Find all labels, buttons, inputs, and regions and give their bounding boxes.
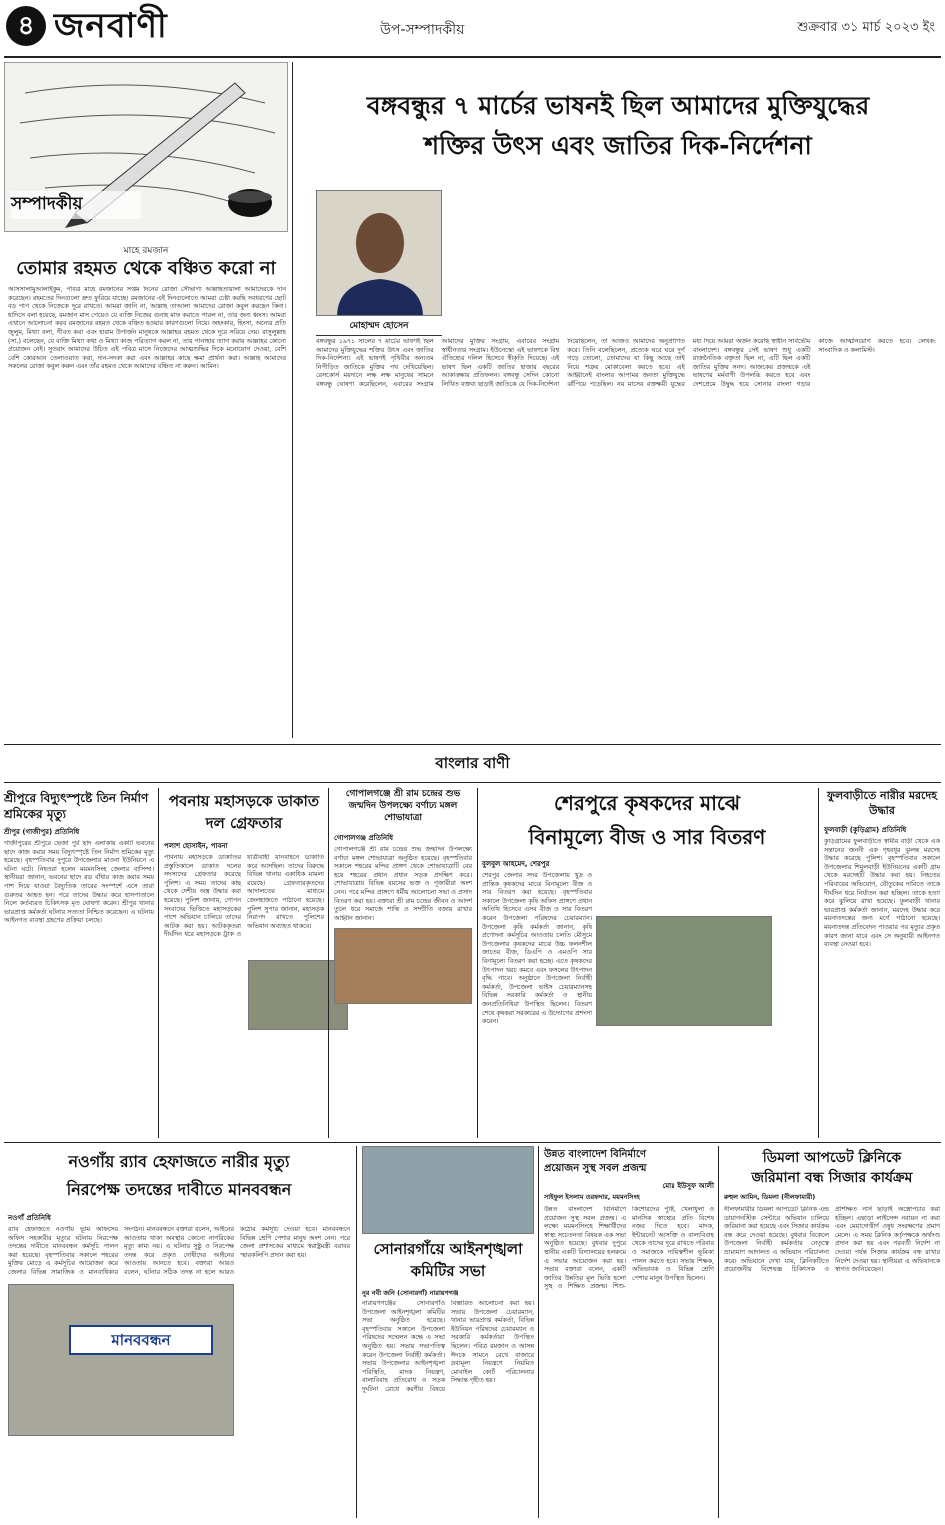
masthead-rule xyxy=(4,56,941,58)
news-naogaon-headline-line1: নওগাঁয় র‌্যাব হেফাজতে নারীর মৃত্যু xyxy=(68,1152,290,1171)
author-photo xyxy=(316,190,442,316)
news-sonargaon-photo xyxy=(362,1146,534,1234)
news-naogaon-headline-line2: নিরপেক্ষ তদন্তের দাবীতে মানববন্ধন xyxy=(66,1180,292,1199)
news-sonargaon-byline: নুর নবী জনি (সোনারগাঁ) নারায়ণগঞ্জ xyxy=(362,1289,459,1297)
news-sonargaon-headline xyxy=(362,1238,534,1282)
section-banner: বাংলার বাণী xyxy=(435,754,510,772)
news-gopalganj-byline: গোপালগঞ্জ প্রতিনিধি xyxy=(334,834,394,842)
editorial-headline: তোমার রহমত থেকে বঞ্চিত করো না xyxy=(16,258,276,279)
banner-rule-top xyxy=(4,744,941,745)
news-sonargaon-headline-line2: কমিটির সভা xyxy=(410,1262,486,1280)
news-sherpur-headline-line1: শেরপুরে কৃষকদের মাঝে xyxy=(553,791,741,815)
news-dimla-headline xyxy=(724,1148,940,1188)
news-sonargaon-body: নারায়ণগঞ্জের সোনারগাঁও উপজেলা আইনশৃঙ্খলা কমিটির সভা অনুষ্ঠিত হয়েছে। বৃহস্পতিবার সকালে উপজেলা পরিষদের সম্মেলন কক্ষে এ সভা অনুষ্ঠিত হয়। সভায় সভাপতিত্ব করেন উপজেলা নির্বাহী কর্মকর্তা। সভায় উপজেলার আইনশৃঙ্খলা পরিস্থিতি, মাদক নিয়ন্ত্রণ, বাল্যবিবাহ প্রতিরোধ ও সড়ক দুর্ঘটনা রোধে করণীয় বিষয়ে বিস্তারিত আলোচনা করা হয়। সভায় উপজেলা চেয়ারম্যান, থানার ভারপ্রাপ্ত কর্মকর্তা, বিভিন্ন ইউনিয়ন পরিষদের চেয়ারম্যান ও সরকারি কর্মকর্তারা উপস্থিত ছিলেন। পবিত্র রমজান ও আসন্ন ঈদকে সামনে রেখে বাজারে দ্রব্যমূল্য নিয়ন্ত্রণে নিয়মিত মোবাইল কোর্ট পরিচালনার সিদ্ধান্ত গৃহীত হয়। xyxy=(362,1300,534,1393)
news-naogaon-body-cont2 xyxy=(8,1440,234,1518)
news-gopalganj-body-cont xyxy=(334,1008,472,1136)
opinion-headline-line2: শক্তির উৎস এবং জাতির দিক-নির্দেশনা xyxy=(424,131,812,160)
column-divider xyxy=(292,62,293,738)
news-fulbari-byline: ফুলবাড়ী (কুড়িগ্রাম) প্রতিনিধি xyxy=(824,826,907,834)
editorial-label: সম্পাদকীয় xyxy=(11,191,141,219)
editorial-body: আসসালামুআলাইকুম, পবিত্র মাহে রমজানের সপ্তম দিনের রোজা সৌভাগ্য আল্লাহতায়ালা আমাদেরকে দান করেছেন। রহমতের দিনগুলো দ্রুত ফুরিয়ে যাচ্ছে। রমজানের এই দিনগুলোতে আমরা চেষ্টা করছি সবধরণের ছোট বড় পাপ থেকে নিজেকে দূরে রাখতে। আমরা জানি না, আল্লাহ তাআলা আমাদের রোজা কবুল করছেন কিনা। হাদিসে বলা হয়েছে, রমজান মাস পেয়েও যে ব্যক্তি নিজের গুনাহ মাফ করাতে পারল না, তার জন্য ধ্বংস। আমরা এখানে আলোচনা করব রমজানের রহমত থেকে বঞ্চিত হওয়ার কারণগুলো নিয়ে। অহংকার, হিংসা, অন্যের প্রতি জুলুম, মিথ্যা বলা, গীবত করা এবং হারাম উপার্জন মানুষকে আল্লাহর রহমত থেকে দূরে সরিয়ে দেয়। রাসুলুল্লাহ (সা.) বলেছেন, যে ব্যক্তি মিথ্যা কথা ও মিথ্যা কাজ পরিত্যাগ করল না, তার পানাহার ত্যাগ করায় আল্লাহর কোনো প্রয়োজন নেই। সুতরাং আমাদের উচিত এই পবিত্র মাসে নিজেদের আত্মশুদ্ধির দিকে মনোযোগ দেওয়া, বেশি বেশি কোরআন তেলাওয়াত করা, দান-সদকা করা এবং আল্লাহর কাছে ক্ষমা প্রার্থনা করা। আল্লাহ আমাদের সকলের রোজা কবুল করুন এবং তাঁর রহমত থেকে আমাদের বঞ্চিত না করুন। আমিন। xyxy=(8,286,286,371)
news-mymensingh-headline xyxy=(544,1148,714,1176)
news-sherpur-body-cont xyxy=(596,1030,814,1136)
news-naogaon-photo xyxy=(8,1284,234,1436)
row-divider xyxy=(4,1142,941,1143)
news-sreepur-body: গাজীপুরের শ্রীপুরে ভেজা পুর্ব ছাদ এলাকায় একটি ভবনের ছাদে কাজ করার সময় বিদ্যুৎস্পৃষ্টে তিন নির্মাণ শ্রমিকের মৃত্যু হয়েছে। বৃহস্পতিবার দুপুরে উপজেলার মাওনা ইউনিয়নে এ ঘটনা ঘটে। নিহতরা হলেন ময়মনসিংহ জেলার বাসিন্দা। স্থানীয়রা জানান, ভবনের ছাদে রড বাঁধার কাজ করার সময় পাশ দিয়ে যাওয়া বৈদ্যুতিক তারের সংস্পর্শে এসে তারা গুরুতর আহত হন। পরে তাদের উদ্ধার করে হাসপাতালে নিলে কর্তব্যরত চিকিৎসক মৃত ঘোষণা করেন। শ্রীপুর থানার ভারপ্রাপ্ত কর্মকর্তা ঘটনার সত্যতা নিশ্চিত করেছেন। এ ঘটনায় আইনগত ব্যবস্থা গ্রহণের প্রক্রিয়া চলছে। xyxy=(4,840,154,925)
news-naogaon-byline: নওগাঁ প্রতিনিধি xyxy=(8,1214,51,1222)
section-name: উপ-সম্পাদকীয় xyxy=(380,22,465,38)
news-gopalganj-body: গোপালগঞ্জে শ্রী রাম চন্দ্রের শুভ জন্মদিন উপলক্ষ্যে বর্ণাঢ্য মঙ্গল শোভাযাত্রা অনুষ্ঠিত হয়েছে। বৃহস্পতিবার সকালে শহরের মন্দির প্রাঙ্গণ থেকে শোভাযাত্রাটি বের হয়ে শহরের প্রধান প্রধান সড়ক প্রদক্ষিণ করে। শোভাযাত্রায় বিভিন্ন বয়সের ভক্ত ও পূজারীরা অংশ নেন। পরে মন্দির প্রাঙ্গণে ধর্মীয় আলোচনা সভা ও প্রসাদ বিতরণ করা হয়। বক্তারা শ্রী রাম চন্দ্রের জীবন ও আদর্শ তুলে ধরে সমাজে শান্তি ও সম্প্রীতি বজায় রাখার আহ্বান জানান। xyxy=(334,846,472,922)
news-sonargaon-headline-line1: সোনারগাঁয়ে আইনশৃঙ্খলা xyxy=(373,1240,523,1258)
issue-date: শুক্রবার ৩১ মার্চ ২০২৩ ইং xyxy=(797,20,935,35)
news-fulbari-headline: ফুলবাড়ীতে নারীর মরদেহ উদ্ধার xyxy=(826,789,938,817)
news-dimla-body: নীলফামারীর ডিমলা আপডেট ক্লিনিক এন্ড ডায়াগনস্টিক সেন্টারে অভিযান চালিয়ে জরিমানা করা হয়েছে এবং সিজার কার্যক্রম বন্ধ করে দেওয়া হয়েছে। বুধবার বিকেলে উপজেলা নির্বাহী কর্মকর্তার নেতৃত্বে ভ্রাম্যমাণ আদালত এ অভিযান পরিচালনা করে। অভিযানে দেখা যায়, ক্লিনিকটিতে প্রয়োজনীয় বিশেষজ্ঞ চিকিৎসক ও প্রশিক্ষিত নার্স ছাড়াই অস্ত্রোপচার করা হচ্ছিল। এছাড়া লাইসেন্স নবায়ন না করা এবং মেয়াদোত্তীর্ণ ওষুধ সংরক্ষণের প্রমাণ মেলে। এ সময় ক্লিনিক কর্তৃপক্ষকে অর্থদণ্ড প্রদান করা হয় এবং পরবর্তী নির্দেশ না দেওয়া পর্যন্ত সিজার কার্যক্রম বন্ধ রাখার নির্দেশ দেওয়া হয়। স্থানীয়রা এ অভিযানকে স্বাগত জানিয়েছেন। xyxy=(724,1206,940,1274)
news-pabna-byline: পলাশ হোসাইন, পাবনা xyxy=(164,842,228,850)
news-sherpur-photo xyxy=(596,916,772,1026)
news-mymensingh-headline-line2: প্রয়োজন সুস্থ সবল প্রজন্ম xyxy=(544,1163,647,1174)
news-gopalganj-photo xyxy=(334,928,472,1004)
opinion-headline xyxy=(298,86,938,166)
news-sherpur-headline-line2: বিনামূল্যে বীজ ও সার বিতরণ xyxy=(528,825,766,849)
news-naogaon-headline xyxy=(4,1148,354,1204)
news-mymensingh-body: উন্নত বাংলাদেশ বিনির্মাণে প্রয়োজন সুস্থ সবল প্রজন্ম। এ লক্ষ্যে ময়মনসিংহে শিক্ষার্থীদের স্বাস্থ্য সচেতনতা বিষয়ক এক সভা অনুষ্ঠিত হয়েছে। বুধবার দুপুরে স্থানীয় একটি বিদ্যালয়ের হলরুমে এ সভার আয়োজন করা হয়। সভায় বক্তারা বলেন, একটি জাতির উন্নতির মূল ভিত্তি হলো সুস্থ ও শিক্ষিত প্রজন্ম। শিশু-কিশোরদের পুষ্টি, খেলাধুলা ও মানসিক স্বাস্থ্যের প্রতি বিশেষ নজর দিতে হবে। মাদক, ইন্টারনেট আসক্তি ও বাল্যবিবাহ থেকে তাদের দূরে রাখতে পরিবার ও সমাজকে দায়িত্বশীল ভূমিকা পালন করতে হবে। সভায় শিক্ষক, অভিভাবক ও বিভিন্ন শ্রেণি পেশার মানুষ উপস্থিত ছিলেন। xyxy=(544,1206,714,1291)
editorial-kicker: মাহে রমজান xyxy=(123,246,169,256)
brand-logo: জনবাণী xyxy=(54,6,168,46)
news-pabna-body: পাবনায় মহাসড়কে ডাকাতির প্রস্তুতিকালে ডাকাত দলের সদস্যদের গ্রেফতার করেছে পুলিশ। এ সময় তাদের কাছ থেকে দেশীয় অস্ত্র উদ্ধার করা হয়েছে। পুলিশ জানায়, গোপন সংবাদের ভিত্তিতে মহাসড়কের পাশে অভিযান চালিয়ে তাদের আটক করা হয়। আটককৃতরা দীর্ঘদিন ধরে মহাসড়কে ট্রাক ও যাত্রীবাহী যানবাহনে ডাকাতি করে আসছিল। তাদের বিরুদ্ধে বিভিন্ন থানায় একাধিক মামলা রয়েছে। গ্রেফতারকৃতদের আদালতের মাধ্যমে জেলহাজতে পাঠানো হয়েছে। পুলিশ সুপার জানান, মহাসড়ক নিরাপদ রাখতে পুলিশের অভিযান অব্যাহত থাকবে। xyxy=(164,854,324,939)
masthead xyxy=(0,0,945,56)
news-sreepur-headline: শ্রীপুরে বিদ্যুৎস্পৃষ্টে তিন নির্মাণ শ্রমিকের মৃত্যু xyxy=(4,791,149,821)
news-pabna-headline: পবনায় মহাসড়কে ডাকাত দল গ্রেফতার xyxy=(168,792,320,832)
news-fulbari-body: কুড়িগ্রামের ফুলবাড়ীতে স্বামীর বাড়ী থেকে এক সন্তানের জননী এক গৃহবধূর ঝুলন্ত মরদেহ উদ্ধার করেছে পুলিশ। বৃহস্পতিবার সকালে উপজেলার শিমুলবাড়ী ইউনিয়নের একটি গ্রাম থেকে মরদেহটি উদ্ধার করা হয়। নিহতের পরিবারের অভিযোগ, যৌতুকের দাবিতে তাকে দীর্ঘদিন ধরে নির্যাতন করা হচ্ছিল। তাকে হত্যা করে ঝুলিয়ে রাখা হয়েছে। ফুলবাড়ী থানার ভারপ্রাপ্ত কর্মকর্তা জানান, মরদেহ উদ্ধার করে ময়নাতদন্তের জন্য মর্গে পাঠানো হয়েছে। ময়নাতদন্ত প্রতিবেদন পাওয়ার পর মৃত্যুর প্রকৃত কারণ জানা যাবে এবং সে অনুযায়ী আইনগত ব্যবস্থা নেওয়া হবে। xyxy=(824,838,940,949)
news-dimla-headline-line2: জরিমানা বন্ধ সিজার কার্যক্রম xyxy=(751,1170,913,1186)
news-dimla-headline-line1: ডিমলা আপডেট ক্লিনিকে xyxy=(762,1150,902,1166)
news-sherpur-headline xyxy=(482,786,812,854)
news-naogaon-banner: মানববন্ধন xyxy=(69,1325,213,1355)
news-mymensingh-author: মোঃ ইউসুফ আলী xyxy=(662,1182,714,1190)
news-dimla-byline: রুহুল আমিন, ডিমলা (নীলফামারী) xyxy=(724,1193,816,1201)
news-pabna-photo xyxy=(248,960,348,1030)
news-mymensingh-byline: সাইফুল ইসলাম তরফদার, ময়মনসিংহ xyxy=(544,1193,640,1201)
news-naogaon-body-cont xyxy=(238,1284,350,1518)
news-sherpur-byline: বুলবুল আহমেদ, শেরপুর xyxy=(482,860,550,868)
news-sherpur-body: শেরপুর জেলার সদর উপজেলায় খুদ্র ও প্রান্তিক কৃষকদের মাঝে বিনামূল্যে বীজ ও সার বিতরণ করা হয়েছে। বৃহস্পতিবার সকালে উপজেলা কৃষি অফিস প্রাঙ্গণে প্রধান অতিথি হিসেবে এসব বীজ ও সার বিতরণ করেন উপজেলা পরিষদের চেয়ারম্যান। উপজেলা কৃষি কর্মকর্তা জানান, কৃষি প্রণোদনা কর্মসূচির আওতায় চলতি মৌসুমে উপজেলার কৃষকদের মাঝে উচ্চ ফলনশীল জাতের বীজ, ডিএপি ও এমওপি সার বিনামূল্যে বিতরণ করা হচ্ছে। এতে কৃষকদের উৎপাদন খরচ কমবে এবং ফসলের উৎপাদন বৃদ্ধি পাবে। অনুষ্ঠানে উপজেলা নির্বাহী কর্মকর্তা, উপজেলা ভাইস চেয়ারম্যানসহ বিভিন্ন সরকারি কর্মকর্তা ও স্থানীয় জনপ্রতিনিধিরা উপস্থিত ছিলেন। বিতরণ শেষে কৃষকরা সরকারের এ উদ্যোগের প্রশংসা করেন। xyxy=(482,872,592,1026)
news-sreepur-byline: শ্রীপুর (গাজীপুর) প্রতিনিধি xyxy=(4,828,80,836)
page-number: ৪ xyxy=(6,6,46,46)
editorial-illustration xyxy=(4,62,288,232)
opinion-headline-line1: বঙ্গবন্ধুর ৭ মার্চের ভাষনই ছিল আমাদের মুক্তিযুদ্ধের xyxy=(366,91,870,120)
opinion-body: বঙ্গবন্ধুর ১৯৭১ সালের ৭ মার্চের ভাষণই ছিল আমাদের মুক্তিযুদ্ধের শক্তির উৎস এবং জাতির দিক-নির্দেশনা। এই ভাষণই পৃথিবীর অন্যতম নিপীড়িত জাতিকে মুক্তির পথ দেখিয়েছিল। রেসকোর্স ময়দানে লক্ষ লক্ষ মানুষের সামনে বঙ্গবন্ধু ঘোষণা করেছিলেন, এবারের সংগ্রাম আমাদের মুক্তির সংগ্রাম, এবারের সংগ্রাম স্বাধীনতার সংগ্রাম। ইউনেস্কো এই ভাষণকে বিশ্ব ঐতিহ্যের দলিল হিসেবে স্বীকৃতি দিয়েছে। এই ভাষণ ছিল একটি জাতির হাজার বছরের আকাঙ্ক্ষার প্রতিফলন। বঙ্গবন্ধু সেদিন কোনো লিখিত বক্তব্য ছাড়াই জাতিকে যে দিক-নির্দেশনা দিয়েছিলেন, তা আজও আমাদের অনুপ্রাণিত করে। তিনি বলেছিলেন, প্রত্যেক ঘরে ঘরে দুর্গ গড়ে তোলো, তোমাদের যা কিছু আছে তাই নিয়ে শত্রুর মোকাবেলা করতে হবে। এই আহ্বানেই বাংলার আপামর জনতা মুক্তিযুদ্ধে ঝাঁপিয়ে পড়েছিল। নয় মাসের রক্তক্ষয়ী যুদ্ধের মধ্য দিয়ে আমরা অর্জন করেছি স্বাধীন সার্বভৌম বাংলাদেশ। বঙ্গবন্ধুর সেই ভাষণ শুধু একটি রাজনৈতিক বক্তৃতা ছিল না, এটি ছিল একটি জাতির মুক্তির সনদ। আজকের প্রজন্মকে এই ভাষণের মর্মবাণী উপলব্ধি করতে হবে এবং দেশপ্রেমে উদ্বুদ্ধ হয়ে সোনার বাংলা গড়ার কাজে আত্মনিয়োগ করতে হবে। লেখক: সাংবাদিক ও কলামিস্ট। xyxy=(316,338,936,388)
news-mymensingh-headline-line1: উন্নত বাংলাদেশ বিনির্মাণে xyxy=(544,1149,647,1160)
news-gopalganj-headline: গোপালগঞ্জে শ্রী রাম চন্দ্রের শুভ জন্মদিন উপলক্ষ্যে বর্ণাঢ্য মঙ্গল শোভাযাত্রা xyxy=(345,789,461,823)
opinion-author: মোহাম্মদ হোসেন xyxy=(316,318,442,336)
banner-rule-bottom xyxy=(4,782,941,783)
news-naogaon-body: র‌্যাব হেফাজতে নওগাঁয় ভূমি অফিসের অফিস সহকারীর মৃত্যুর ঘটনায় নিরপেক্ষ তদন্তের দাবীতে মানববন্ধন কর্মসূচি পালন করা হয়েছে। বৃহস্পতিবার সকালে শহরের মুক্তির মোড়ে এ কর্মসূচির আয়োজন করে জেলার বিভিন্ন সামাজিক ও মানবাধিকার সংগঠন। মানববন্ধনে বক্তারা বলেন, আইনের আওতায় থাকা অবস্থায় কোনো নাগরিকের মৃত্যু কাম্য নয়। এ ঘটনার সুষ্ঠু ও নিরপেক্ষ তদন্ত করে প্রকৃত দোষীদের আইনের আওতায় আনতে হবে। বক্তারা আরও বলেন, ঘটনার সঠিক তদন্ত না হলে আরও কঠোর কর্মসূচি দেওয়া হবে। মানববন্ধনে বিভিন্ন শ্রেণি পেশার মানুষ অংশ নেন। পরে জেলা প্রশাসকের মাধ্যমে স্বরাষ্ট্রমন্ত্রী বরাবর স্মারকলিপি প্রদান করা হয়। xyxy=(8,1226,350,1276)
